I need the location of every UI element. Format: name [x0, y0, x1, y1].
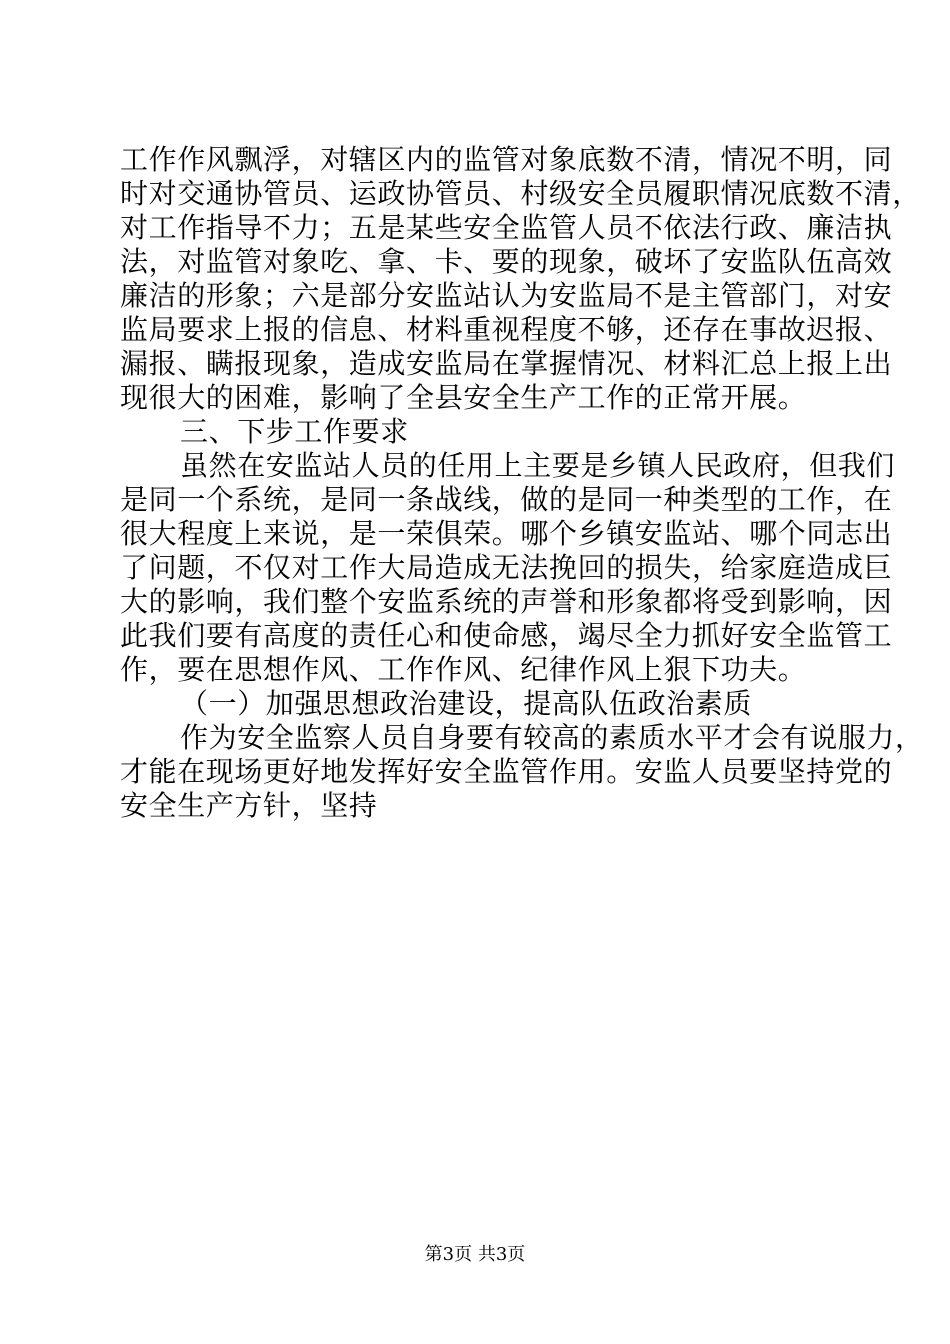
text-line: 作为安全监察人员自身要有较高的素质水平才会有说服力，	[180, 721, 924, 754]
text-line: 安全生产方针，坚持	[120, 789, 378, 822]
text-line: 法，对监管对象吃、拿、卡、要的现象，破坏了安监队伍高效	[120, 245, 893, 278]
text-line: 了问题，不仅对工作大局造成无法挽回的损失，给家庭造成巨	[120, 551, 893, 584]
text-line: 工作作风飘浮，对辖区内的监管对象底数不清，情况不明，同	[120, 143, 893, 176]
text-line: 才能在现场更好地发挥好安全监管作用。安监人员要坚持党的	[120, 755, 893, 788]
text-line: 时对交通协管员、运政协管员、村级安全员履职情况底数不清，	[120, 177, 921, 210]
text-line: 大的影响，我们整个安监系统的声誉和形象都将受到影响，因	[120, 585, 893, 618]
text-line: 漏报、瞒报现象，造成安监局在掌握情况、材料汇总上报上出	[120, 347, 893, 380]
text-line: 虽然在安监站人员的任用上主要是乡镇人民政府，但我们	[180, 449, 896, 482]
text-line: 此我们要有高度的责任心和使命感，竭尽全力抓好安全监管工	[120, 619, 893, 652]
text-line: 监局要求上报的信息、材料重视程度不够，还存在事故迟报、	[120, 313, 893, 346]
text-line: 是同一个系统，是同一条战线，做的是同一种类型的工作，在	[120, 483, 893, 516]
section-heading: 三、下步工作要求	[180, 415, 409, 448]
subsection-heading: （一）加强思想政治建设，提高队伍政治素质	[180, 687, 753, 720]
text-line: 作，要在思想作风、工作作风、纪律作风上狠下功夫。	[120, 653, 807, 686]
text-line: 现很大的困难，影响了全县安全生产工作的正常开展。	[120, 381, 807, 414]
text-line: 廉洁的形象；六是部分安监站认为安监局不是主管部门，对安	[120, 279, 893, 312]
text-line: 对工作指导不力；五是某些安全监管人员不依法行政、廉洁执	[120, 211, 893, 244]
text-line: 很大程度上来说，是一荣俱荣。哪个乡镇安监站、哪个同志出	[120, 517, 893, 550]
page-number-footer: 第3页 共3页	[424, 1244, 526, 1265]
document-body	[120, 143, 924, 823]
